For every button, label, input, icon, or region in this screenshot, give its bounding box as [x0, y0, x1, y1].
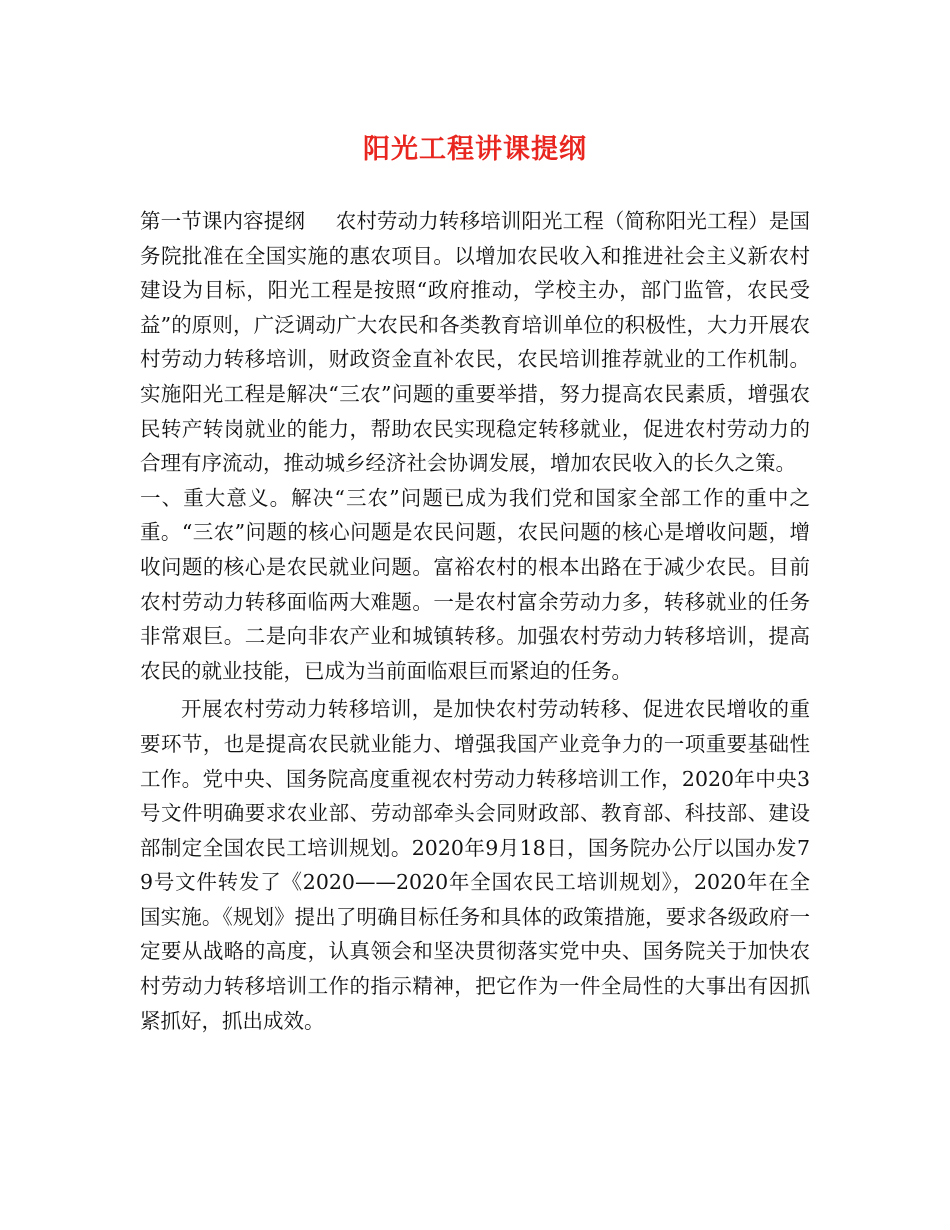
document-title: 阳光工程讲课提纲	[363, 134, 587, 165]
paragraph-intro-text: 农村劳动力转移培训阳光工程（简称阳光工程）是国务院批准在全国实施的惠农项目。以增加农民收入和推进社会主义新农村建设为目标，阳光工程是按照“政府推动，学校主办，部门监管，农民受益”的原则，广泛调动广大农民和各类教育培训单位的积极性，大力开展农村劳动力转移培训，财政资金直补农民，农民培训推荐就业的工作机制。实施阳光工程是解决“三农”问题的重要举措，努力提高农民素质，增强农民转产转岗就业的能力，帮助农民实现稳定转移就业，促进农村劳动力的合理有序流动，推动城乡经济社会协调发展，增加农民收入的长久之策。	[140, 209, 810, 476]
paragraph-training-text: 开展农村劳动力转移培训，是加快农村劳动转移、促进农民增收的重要环节，也是提高农民就业能力、增强我国产业竞争力的一项重要基础性工作。党中央、国务院高度重视农村劳动力转移培训工作，2020年中央3号文件明确要求农业部、劳动部牵头会同财政部、教育部、科技部、建设部制定全国农民工培训规划。2020年9月18日，国务院办公厅以国办发79号文件转发了《2020——2020年全国农民工培训规划》，2020年在全国实施。《规划》提出了明确目标任务和具体的政策措施，要求各级政府一定要从战略的高度，认真领会和坚决贯彻落实党中央、国务院关于加快农村劳动力转移培训工作的指示精神，把它作为一件全局性的大事出有因抓紧抓好，抓出成效。	[140, 697, 810, 1033]
paragraph-significance	[140, 481, 810, 689]
paragraph-significance-text: 一、重大意义。解决“三农”问题已成为我们党和国家全部工作的重中之重。“三农”问题的核心问题是农民问题，农民问题的核心是增收问题，增收问题的核心是农民就业问题。富裕农村的根本出路在于减少农民。目前农村劳动力转移面临两大难题。一是农村富余劳动力多，转移就业的任务非常艰巨。二是向非农产业和城镇转移。加强农村劳动力转移培训，提高农民的就业技能，已成为当前面临艰巨而紧迫的任务。	[140, 485, 810, 683]
document-body	[140, 204, 810, 1038]
paragraph-intro	[140, 204, 810, 481]
section-lead-label: 第一节课内容提纲	[140, 209, 305, 233]
paragraph-training	[140, 692, 810, 1038]
